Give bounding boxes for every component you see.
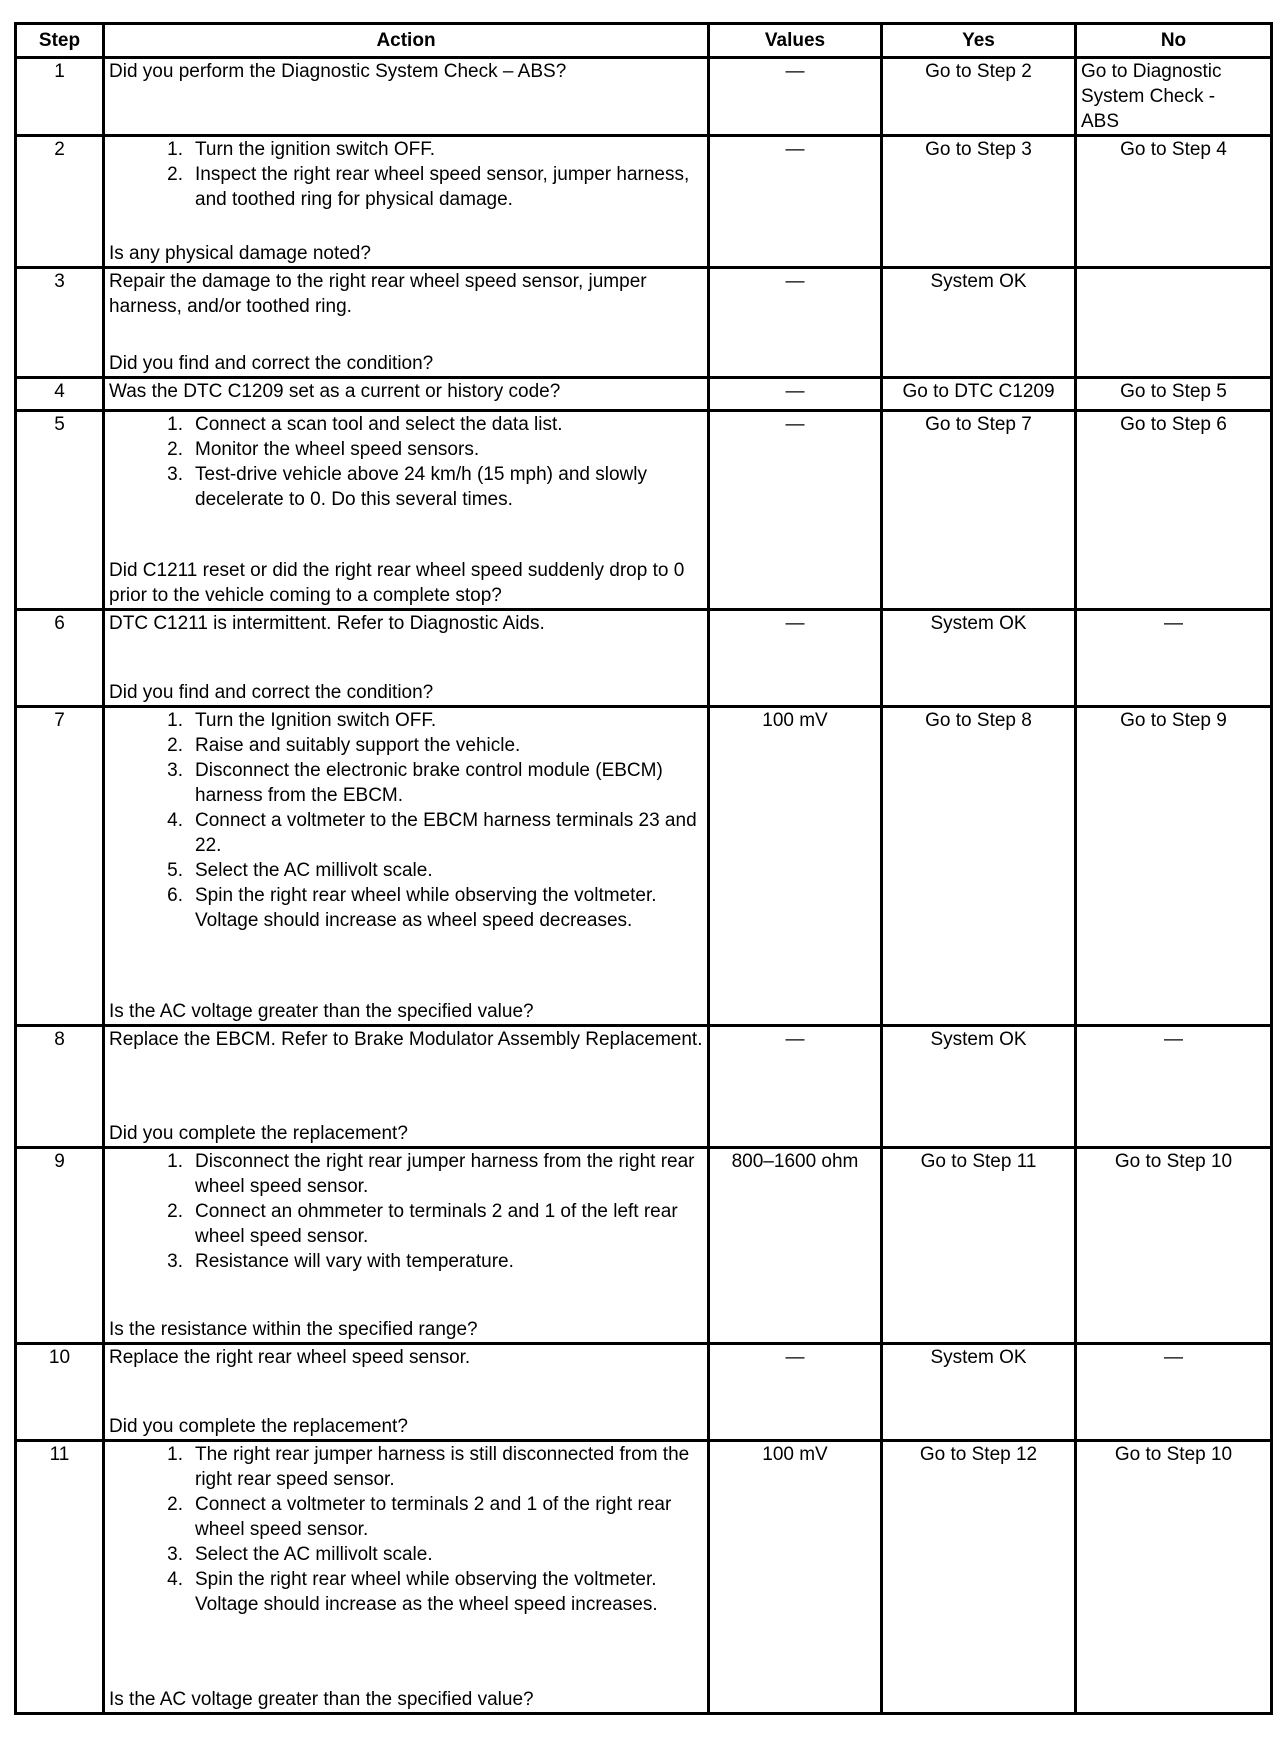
step-number: 10: [16, 1344, 104, 1441]
action-text: Replace the right rear wheel speed sensor.: [109, 1347, 471, 1368]
list-item: 5. Select the AC millivolt scale.: [167, 860, 433, 881]
action-text: Did you perform the Diagnostic System Check – ABS?: [109, 61, 567, 82]
action-text: Repair the damage to the right rear wheel speed sensor, jumper harness, and/or toothed ring.: [109, 271, 647, 317]
question-text: Did you complete the replacement?: [109, 1123, 408, 1144]
list-item: 2. Inspect the right rear wheel speed sensor, jumper harness, and toothed ring for physical damage.: [167, 164, 690, 210]
question-text: Did you find and correct the condition?: [109, 353, 434, 374]
diagnostic-document: [14, 22, 1273, 1715]
no-cell: —: [1076, 1344, 1272, 1441]
value-cell: —: [709, 136, 882, 268]
table-row: [16, 58, 1272, 136]
no-cell: [1076, 268, 1272, 378]
value-cell: —: [709, 268, 882, 378]
procedure-list: [109, 708, 703, 933]
value-cell: —: [709, 1344, 882, 1441]
header-step: Step: [16, 24, 104, 58]
question-text: Is the AC voltage greater than the specified value?: [109, 1689, 534, 1710]
no-line: System Check -: [1081, 86, 1216, 107]
action-cell: [104, 268, 709, 378]
header-action: Action: [104, 24, 709, 58]
step-number: 11: [16, 1441, 104, 1714]
header-no: No: [1076, 24, 1272, 58]
list-item: 3. Select the AC millivolt scale.: [167, 1544, 433, 1565]
no-cell: Go to Step 10: [1076, 1148, 1272, 1344]
no-line: Go to Diagnostic: [1081, 61, 1222, 82]
list-item: 1. Turn the Ignition switch OFF.: [167, 710, 437, 731]
action-cell: [104, 136, 709, 268]
yes-cell: System OK: [882, 1344, 1076, 1441]
procedure-list: [109, 1149, 703, 1274]
step-number: 2: [16, 136, 104, 268]
action-cell: [104, 411, 709, 610]
action-cell: [104, 1026, 709, 1148]
no-cell: Go to Step 9: [1076, 707, 1272, 1026]
table-row: [16, 1148, 1272, 1344]
step-number: 1: [16, 58, 104, 136]
action-cell: [104, 1441, 709, 1714]
value-cell: —: [709, 1026, 882, 1148]
list-item: 1. Turn the ignition switch OFF.: [167, 139, 436, 160]
action-cell: [104, 58, 709, 136]
list-item: 6. Spin the right rear wheel while observing the voltmeter. Voltage should increase as wheel speed decreases.: [167, 885, 657, 931]
list-item: 3. Test-drive vehicle above 24 km/h (15 mph) and slowly decelerate to 0. Do this several times.: [167, 464, 647, 510]
list-item: 1. Connect a scan tool and select the data list.: [167, 414, 563, 435]
question-text: Did you complete the replacement?: [109, 1416, 408, 1437]
yes-cell: Go to Step 8: [882, 707, 1076, 1026]
procedure-list: [109, 137, 703, 212]
question-text: Is any physical damage noted?: [109, 243, 371, 264]
action-cell: [104, 1148, 709, 1344]
diagnostic-table: [14, 22, 1273, 1715]
yes-cell: Go to Step 3: [882, 136, 1076, 268]
step-number: 6: [16, 610, 104, 707]
list-item: 3. Resistance will vary with temperature.: [167, 1251, 514, 1272]
yes-cell: Go to Step 7: [882, 411, 1076, 610]
step-number: 4: [16, 378, 104, 411]
action-cell: [104, 1344, 709, 1441]
no-cell: Go to Step 10: [1076, 1441, 1272, 1714]
step-number: 3: [16, 268, 104, 378]
question-text: Did you find and correct the condition?: [109, 682, 434, 703]
step-number: 7: [16, 707, 104, 1026]
header-yes: Yes: [882, 24, 1076, 58]
table-row: [16, 707, 1272, 1026]
table-row: [16, 1441, 1272, 1714]
no-cell: —: [1076, 610, 1272, 707]
action-cell: [104, 610, 709, 707]
list-item: 2. Monitor the wheel speed sensors.: [167, 439, 480, 460]
value-cell: 800–1600 ohm: [709, 1148, 882, 1344]
procedure-list: [109, 1442, 703, 1617]
no-cell: [1076, 58, 1272, 136]
step-number: 8: [16, 1026, 104, 1148]
yes-cell: Go to DTC C1209: [882, 378, 1076, 411]
question-text: Is the AC voltage greater than the specified value?: [109, 1001, 534, 1022]
list-item: 2. Raise and suitably support the vehicle.: [167, 735, 521, 756]
value-cell: —: [709, 411, 882, 610]
value-cell: —: [709, 378, 882, 411]
table-row: [16, 268, 1272, 378]
list-item: 2. Connect an ohmmeter to terminals 2 and 1 of the left rear wheel speed sensor.: [167, 1201, 678, 1247]
step-number: 5: [16, 411, 104, 610]
yes-cell: Go to Step 11: [882, 1148, 1076, 1344]
question-text: Did C1211 reset or did the right rear wheel speed suddenly drop to 0 prior to the vehicle coming to a complete stop?: [109, 560, 685, 606]
value-cell: 100 mV: [709, 1441, 882, 1714]
no-cell: Go to Step 5: [1076, 378, 1272, 411]
yes-cell: System OK: [882, 1026, 1076, 1148]
table-row: [16, 610, 1272, 707]
action-text: Replace the EBCM. Refer to Brake Modulator Assembly Replacement.: [109, 1029, 703, 1050]
list-item: 1. Disconnect the right rear jumper harness from the right rear wheel speed sensor.: [167, 1151, 695, 1197]
header-row: [16, 24, 1272, 58]
yes-cell: Go to Step 12: [882, 1441, 1076, 1714]
list-item: 4. Spin the right rear wheel while observing the voltmeter. Voltage should increase as the wheel speed increases.: [167, 1569, 658, 1615]
value-cell: 100 mV: [709, 707, 882, 1026]
table-row: [16, 1344, 1272, 1441]
table-row: [16, 136, 1272, 268]
value-cell: —: [709, 610, 882, 707]
procedure-list: [109, 412, 703, 512]
value-cell: —: [709, 58, 882, 136]
table-row: [16, 411, 1272, 610]
yes-cell: System OK: [882, 610, 1076, 707]
step-number: 9: [16, 1148, 104, 1344]
list-item: 1. The right rear jumper harness is still disconnected from the right rear speed sensor.: [167, 1444, 690, 1490]
action-text: DTC C1211 is intermittent. Refer to Diagnostic Aids.: [109, 613, 545, 634]
yes-cell: Go to Step 2: [882, 58, 1076, 136]
list-item: 2. Connect a voltmeter to terminals 2 and 1 of the right rear wheel speed sensor.: [167, 1494, 672, 1540]
no-line: ABS: [1081, 111, 1120, 132]
table-row: [16, 1026, 1272, 1148]
question-text: Is the resistance within the specified range?: [109, 1319, 478, 1340]
yes-cell: System OK: [882, 268, 1076, 378]
action-cell: [104, 707, 709, 1026]
header-values: Values: [709, 24, 882, 58]
no-cell: Go to Step 4: [1076, 136, 1272, 268]
table-row: [16, 378, 1272, 411]
question-text: Was the DTC C1209 set as a current or history code?: [104, 378, 709, 411]
list-item: 4. Connect a voltmeter to the EBCM harness terminals 23 and 22.: [167, 810, 697, 856]
no-cell: —: [1076, 1026, 1272, 1148]
no-cell: Go to Step 6: [1076, 411, 1272, 610]
list-item: 3. Disconnect the electronic brake control module (EBCM) harness from the EBCM.: [167, 760, 663, 806]
